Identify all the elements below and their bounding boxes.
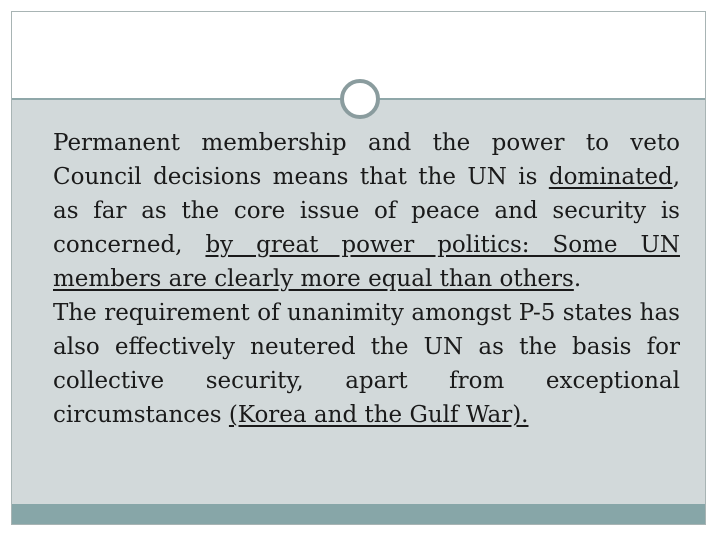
bullet-point-2 [32,296,680,432]
bullet-point-1 [32,126,680,296]
bullet-1-underlined-2: by great power politics: Some UN members are clearly more equal than others [53,232,680,292]
circle-ornament-icon [340,79,380,119]
bullet-1-text-2: , as far as the core issue of peace and security is concerned, [53,164,680,258]
bullet-1-text-1: Permanent membership and the power to veto Council decisions means that the UN is [53,130,680,190]
bullet-2-text-1: The requirement of unanimity amongst P-5 states has also effectively neutered the UN as the basis for collective security, apart from exceptional circumstances [53,300,680,428]
bullet-2-underlined-1: (Korea and the Gulf War). [228,402,529,428]
slide-content [32,126,680,432]
bullet-1-text-3: . [573,266,582,292]
bullet-1-underlined-1: dominated [548,164,673,190]
